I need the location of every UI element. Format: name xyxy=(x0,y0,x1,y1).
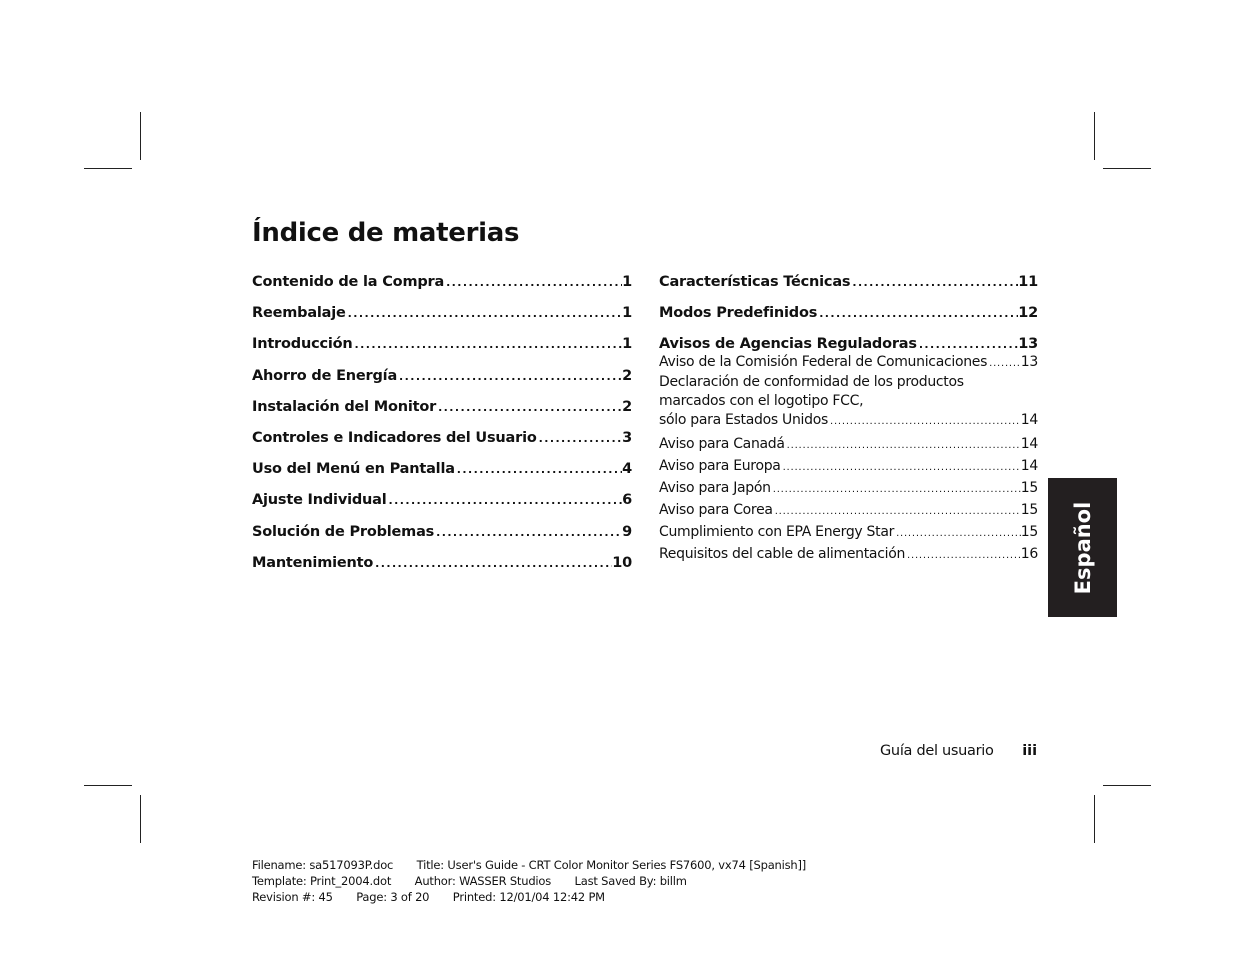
toc-entry-label: sólo para Estados Unidos xyxy=(659,412,828,429)
toc-entry[interactable] xyxy=(252,459,632,479)
toc-entry-page: 1 xyxy=(622,336,632,353)
toc-entry[interactable] xyxy=(252,272,632,292)
toc-entry-page: 16 xyxy=(1020,546,1038,563)
toc-entry-page: 2 xyxy=(622,367,632,384)
file-info-revision: Revision #: 45 xyxy=(252,890,333,904)
toc-entry-label: Reembalaje xyxy=(252,305,346,322)
declaration-line: marcados con el logotipo FCC, xyxy=(659,393,864,410)
toc-entry-label: Ajuste Individual xyxy=(252,492,387,509)
toc-entry-label: Características Técnicas xyxy=(659,274,851,290)
toc-entry-label: Controles e Indicadores del Usuario xyxy=(252,429,537,446)
toc-entry-label: Aviso para Japón xyxy=(659,480,771,497)
toc-entry-page: 13 xyxy=(1020,354,1038,371)
toc-leader-dots xyxy=(373,554,612,573)
toc-leader-dots xyxy=(905,545,1021,565)
toc-leader-dots xyxy=(894,523,1021,543)
toc-right-column xyxy=(659,272,1038,565)
toc-entry[interactable] xyxy=(252,303,632,323)
file-info-filename: Filename: sa517093P.doc xyxy=(252,858,394,872)
page-title: Índice de materias xyxy=(252,218,520,248)
toc-leader-dots xyxy=(785,435,1021,455)
toc-entry-label: Ahorro de Energía xyxy=(252,367,398,384)
crop-mark xyxy=(1103,785,1151,786)
toc-entry-label: Introducción xyxy=(252,336,353,353)
toc-leader-dots xyxy=(987,353,1021,373)
toc-leader-dots xyxy=(537,429,622,448)
toc-subentry[interactable] xyxy=(659,499,1038,521)
toc-entry-page: 15 xyxy=(1020,502,1038,519)
crop-mark xyxy=(1094,795,1095,843)
toc-entry-label: Mantenimiento xyxy=(252,554,374,571)
toc-entry-label: Contenido de la Compra xyxy=(252,274,445,290)
toc-leader-dots xyxy=(434,523,622,542)
toc-entry-page: 14 xyxy=(1020,436,1038,453)
toc-left-column xyxy=(252,272,632,584)
toc-entry-page: 10 xyxy=(612,554,632,571)
toc-entry[interactable] xyxy=(252,397,632,417)
toc-entry[interactable] xyxy=(252,334,632,354)
toc-subentry[interactable] xyxy=(659,521,1038,543)
toc-leader-dots xyxy=(828,412,1021,430)
language-tab xyxy=(1048,478,1117,617)
toc-entry-fcc-notice[interactable] xyxy=(659,351,1038,373)
toc-entry-page: 14 xyxy=(1020,412,1038,429)
toc-entry-label: Avisos de Agencias Reguladoras xyxy=(659,336,917,353)
file-info-block xyxy=(252,857,806,905)
declaration-line: Declaración de conformidad de los productos xyxy=(659,374,964,391)
toc-entry-label: Modos Predefinidos xyxy=(659,305,818,322)
toc-entry-label: Uso del Menú en Pantalla xyxy=(252,461,455,478)
toc-entry-fcc-declaration[interactable] xyxy=(659,373,1038,430)
toc-entry-page: 4 xyxy=(622,461,632,478)
toc-entry[interactable] xyxy=(252,428,632,448)
toc-entry-page: 3 xyxy=(622,429,632,446)
toc-subentry[interactable] xyxy=(659,477,1038,499)
declaration-last-line xyxy=(659,411,1038,430)
toc-entry-label: Instalación del Monitor xyxy=(252,398,437,415)
toc-entry-label: Aviso para Corea xyxy=(659,502,773,519)
toc-entry-page: 11 xyxy=(1018,274,1038,290)
toc-entry-page: 15 xyxy=(1020,524,1038,541)
page-footer xyxy=(880,743,1037,759)
toc-leader-dots xyxy=(353,335,623,354)
toc-leader-dots xyxy=(850,273,1018,292)
crop-mark xyxy=(1094,112,1095,160)
toc-entry[interactable] xyxy=(252,522,632,542)
crop-mark xyxy=(84,168,132,169)
toc-leader-dots xyxy=(444,273,622,292)
footer-page-number: iii xyxy=(1022,743,1038,759)
toc-leader-dots xyxy=(387,491,623,510)
toc-entry[interactable] xyxy=(252,553,632,573)
toc-entry-page: 14 xyxy=(1020,458,1038,475)
toc-subentry[interactable] xyxy=(659,433,1038,455)
crop-mark xyxy=(140,795,141,843)
footer-guide-title: Guía del usuario xyxy=(880,743,994,759)
toc-entry[interactable] xyxy=(252,490,632,510)
toc-entry-label: Aviso para Europa xyxy=(659,458,781,475)
crop-mark xyxy=(140,112,141,160)
toc-leader-dots xyxy=(455,460,622,479)
toc-leader-dots xyxy=(773,501,1021,521)
toc-entry[interactable] xyxy=(252,366,632,386)
crop-mark xyxy=(1103,168,1151,169)
file-info-page: Page: 3 of 20 xyxy=(356,890,430,904)
crop-mark xyxy=(84,785,132,786)
toc-entry-page: 2 xyxy=(622,398,632,415)
regulatory-subsections xyxy=(659,351,1038,565)
file-info-printed: Printed: 12/01/04 12:42 PM xyxy=(452,890,605,904)
toc-subentry[interactable] xyxy=(659,455,1038,477)
toc-leader-dots xyxy=(346,304,622,323)
toc-leader-dots xyxy=(397,367,622,386)
toc-entry-label: Cumplimiento con EPA Energy Star xyxy=(659,524,895,541)
toc-leader-dots xyxy=(771,479,1021,499)
toc-leader-dots xyxy=(436,398,622,417)
toc-subentry[interactable] xyxy=(659,543,1038,565)
file-info-author: Author: WASSER Studios xyxy=(414,874,552,888)
language-tab-label: Español xyxy=(1070,501,1095,594)
toc-entry-label: Aviso para Canadá xyxy=(659,436,785,453)
file-info-saved-by: Last Saved By: billm xyxy=(574,874,687,888)
toc-entry-page: 15 xyxy=(1020,480,1038,497)
toc-entry-page: 9 xyxy=(622,523,632,540)
toc-entry[interactable] xyxy=(659,272,1038,292)
toc-entry-page: 12 xyxy=(1018,305,1038,322)
toc-leader-dots xyxy=(781,457,1021,477)
toc-entry-label: Aviso de la Comisión Federal de Comunicaciones xyxy=(659,354,988,371)
toc-entry-label: Requisitos del cable de alimentación xyxy=(659,546,906,563)
toc-entry[interactable] xyxy=(659,303,1038,323)
toc-entry-page: 6 xyxy=(622,492,632,509)
toc-entry-page: 1 xyxy=(622,305,632,322)
toc-leader-dots xyxy=(817,304,1018,323)
toc-entry-page: 13 xyxy=(1018,336,1038,353)
toc-entry-label: Solución de Problemas xyxy=(252,523,435,540)
file-info-template: Template: Print_2004.dot xyxy=(252,874,392,888)
toc-entry-page: 1 xyxy=(622,274,632,290)
file-info-title: Title: User's Guide - CRT Color Monitor Series FS7600, vx74 [Spanish]] xyxy=(416,858,807,872)
